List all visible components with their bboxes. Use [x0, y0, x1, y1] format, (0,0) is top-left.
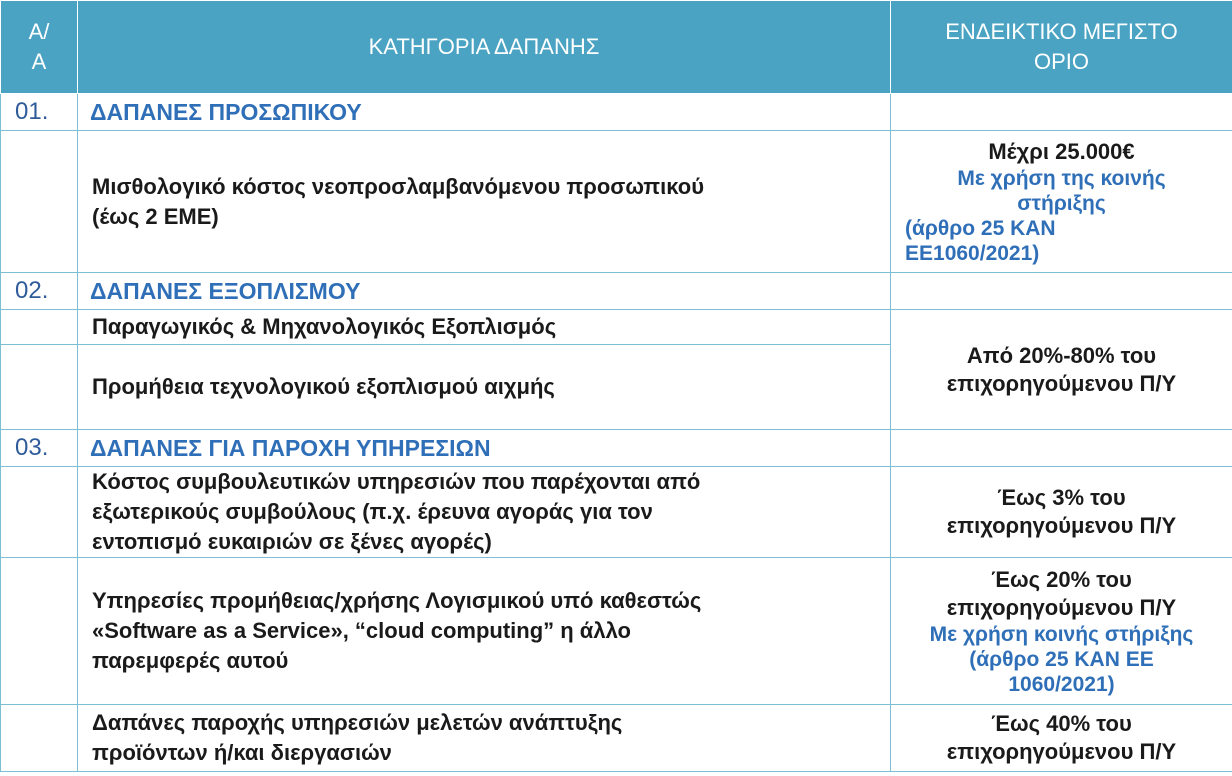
header-limit-line2: ΟΡΙΟ	[1033, 49, 1089, 74]
header-category: ΚΑΤΗΓΟΡΙΑ ΔΑΠΑΝΗΣ	[78, 1, 891, 94]
row-number-empty	[1, 310, 78, 345]
section-title: ΔΑΠΑΝΕΣ ΓΙΑ ΠΑΡΟΧΗ ΥΠΗΡΕΣΙΩΝ	[78, 430, 891, 467]
item-text-line: (έως 2 ΕΜΕ)	[92, 203, 219, 229]
item-description	[78, 558, 891, 705]
table-row	[1, 558, 1232, 705]
section-limit-empty	[891, 430, 1232, 467]
table-row	[1, 705, 1232, 772]
header-row	[1, 1, 1232, 94]
item-text-line: Κόστος συμβουλευτικών υπηρεσιών που παρέχονται από	[92, 469, 701, 494]
section-number: 01.	[1, 94, 78, 131]
header-limit-line1: ΕΝΔΕΙΚΤΙΚΟ ΜΕΓΙΣΤΟ	[945, 19, 1178, 44]
limit-line: επιχορηγούμενου Π/Υ	[946, 739, 1177, 764]
limit-line: Έως 20% του	[991, 566, 1132, 592]
item-text-line: εξωτερικούς συμβούλους (π.χ. έρευνα αγοράς για τον	[92, 499, 653, 524]
item-text-line: «Software as a Service», “cloud computing” η άλλο	[92, 618, 631, 643]
item-description	[78, 705, 891, 772]
row-number-empty	[1, 705, 78, 772]
header-aa-line1: Α/	[28, 19, 50, 44]
limit-line: επιχορηγούμενου Π/Υ	[946, 513, 1177, 538]
section-row-02	[1, 273, 1232, 310]
limit-note: (άρθρο 25 ΚΑΝ	[905, 216, 1056, 240]
item-limit	[891, 131, 1232, 273]
section-title: ΔΑΠΑΝΕΣ ΠΡΟΣΩΠΙΚΟΥ	[78, 94, 891, 131]
table-row	[1, 310, 1232, 345]
item-text-line: Δαπάνες παροχής υπηρεσιών μελετών ανάπτυξης	[92, 710, 623, 735]
section-title: ΔΑΠΑΝΕΣ ΕΞΟΠΛΙΣΜΟΥ	[78, 273, 891, 310]
item-description	[78, 131, 891, 273]
header-aa-line2: Α	[31, 49, 47, 74]
section-number: 03.	[1, 430, 78, 467]
limit-note: 1060/2021)	[1008, 672, 1115, 696]
limit-note: στήριξης	[1017, 191, 1106, 215]
row-number-empty	[1, 131, 78, 273]
item-limit	[891, 310, 1232, 430]
section-limit-empty	[891, 94, 1232, 131]
table-row	[1, 131, 1232, 273]
table-row	[1, 467, 1232, 558]
item-text-line: προϊόντων ή/και διεργασιών	[92, 740, 392, 765]
item-description: Προμήθεια τεχνολογικού εξοπλισμού αιχμής	[78, 345, 891, 430]
limit-note: (άρθρο 25 ΚΑΝ ΕΕ	[969, 647, 1154, 671]
limit-note: Με χρήση της κοινής	[957, 166, 1166, 190]
row-number-empty	[1, 345, 78, 430]
section-row-03	[1, 430, 1232, 467]
limit-line: επιχορηγούμενου Π/Υ	[946, 594, 1177, 620]
section-limit-empty	[891, 273, 1232, 310]
item-limit	[891, 705, 1232, 772]
item-description: Παραγωγικός & Μηχανολογικός Εξοπλισμός	[78, 310, 891, 345]
item-limit	[891, 558, 1232, 705]
item-text-line: εντοπισμό ευκαιριών σε ξένες αγορές)	[92, 529, 492, 554]
limit-line: επιχορηγούμενου Π/Υ	[946, 370, 1177, 396]
row-number-empty	[1, 467, 78, 558]
item-text-line: Υπηρεσίες προμήθειας/χρήσης Λογισμικού υπό καθεστώς	[92, 588, 702, 613]
item-text-line: Μισθολογικό κόστος νεοπροσλαμβανόμενου προσωπικού	[92, 173, 705, 199]
limit-note: ΕΕ1060/2021)	[905, 241, 1040, 265]
limit-main: Μέχρι 25.000€	[988, 138, 1135, 164]
limit-note: Με χρήση κοινής στήριξης	[929, 622, 1194, 646]
section-row-01	[1, 94, 1232, 131]
limit-line: Έως 3% του	[997, 485, 1126, 510]
item-limit	[891, 467, 1232, 558]
header-aa	[1, 1, 78, 94]
limit-line: Από 20%-80% του	[966, 342, 1157, 368]
item-text-line: παρεμφερές αυτού	[92, 648, 289, 673]
limit-line: Έως 40% του	[991, 711, 1132, 736]
row-number-empty	[1, 558, 78, 705]
section-number: 02.	[1, 273, 78, 310]
header-limit	[891, 1, 1232, 94]
item-description	[78, 467, 891, 558]
